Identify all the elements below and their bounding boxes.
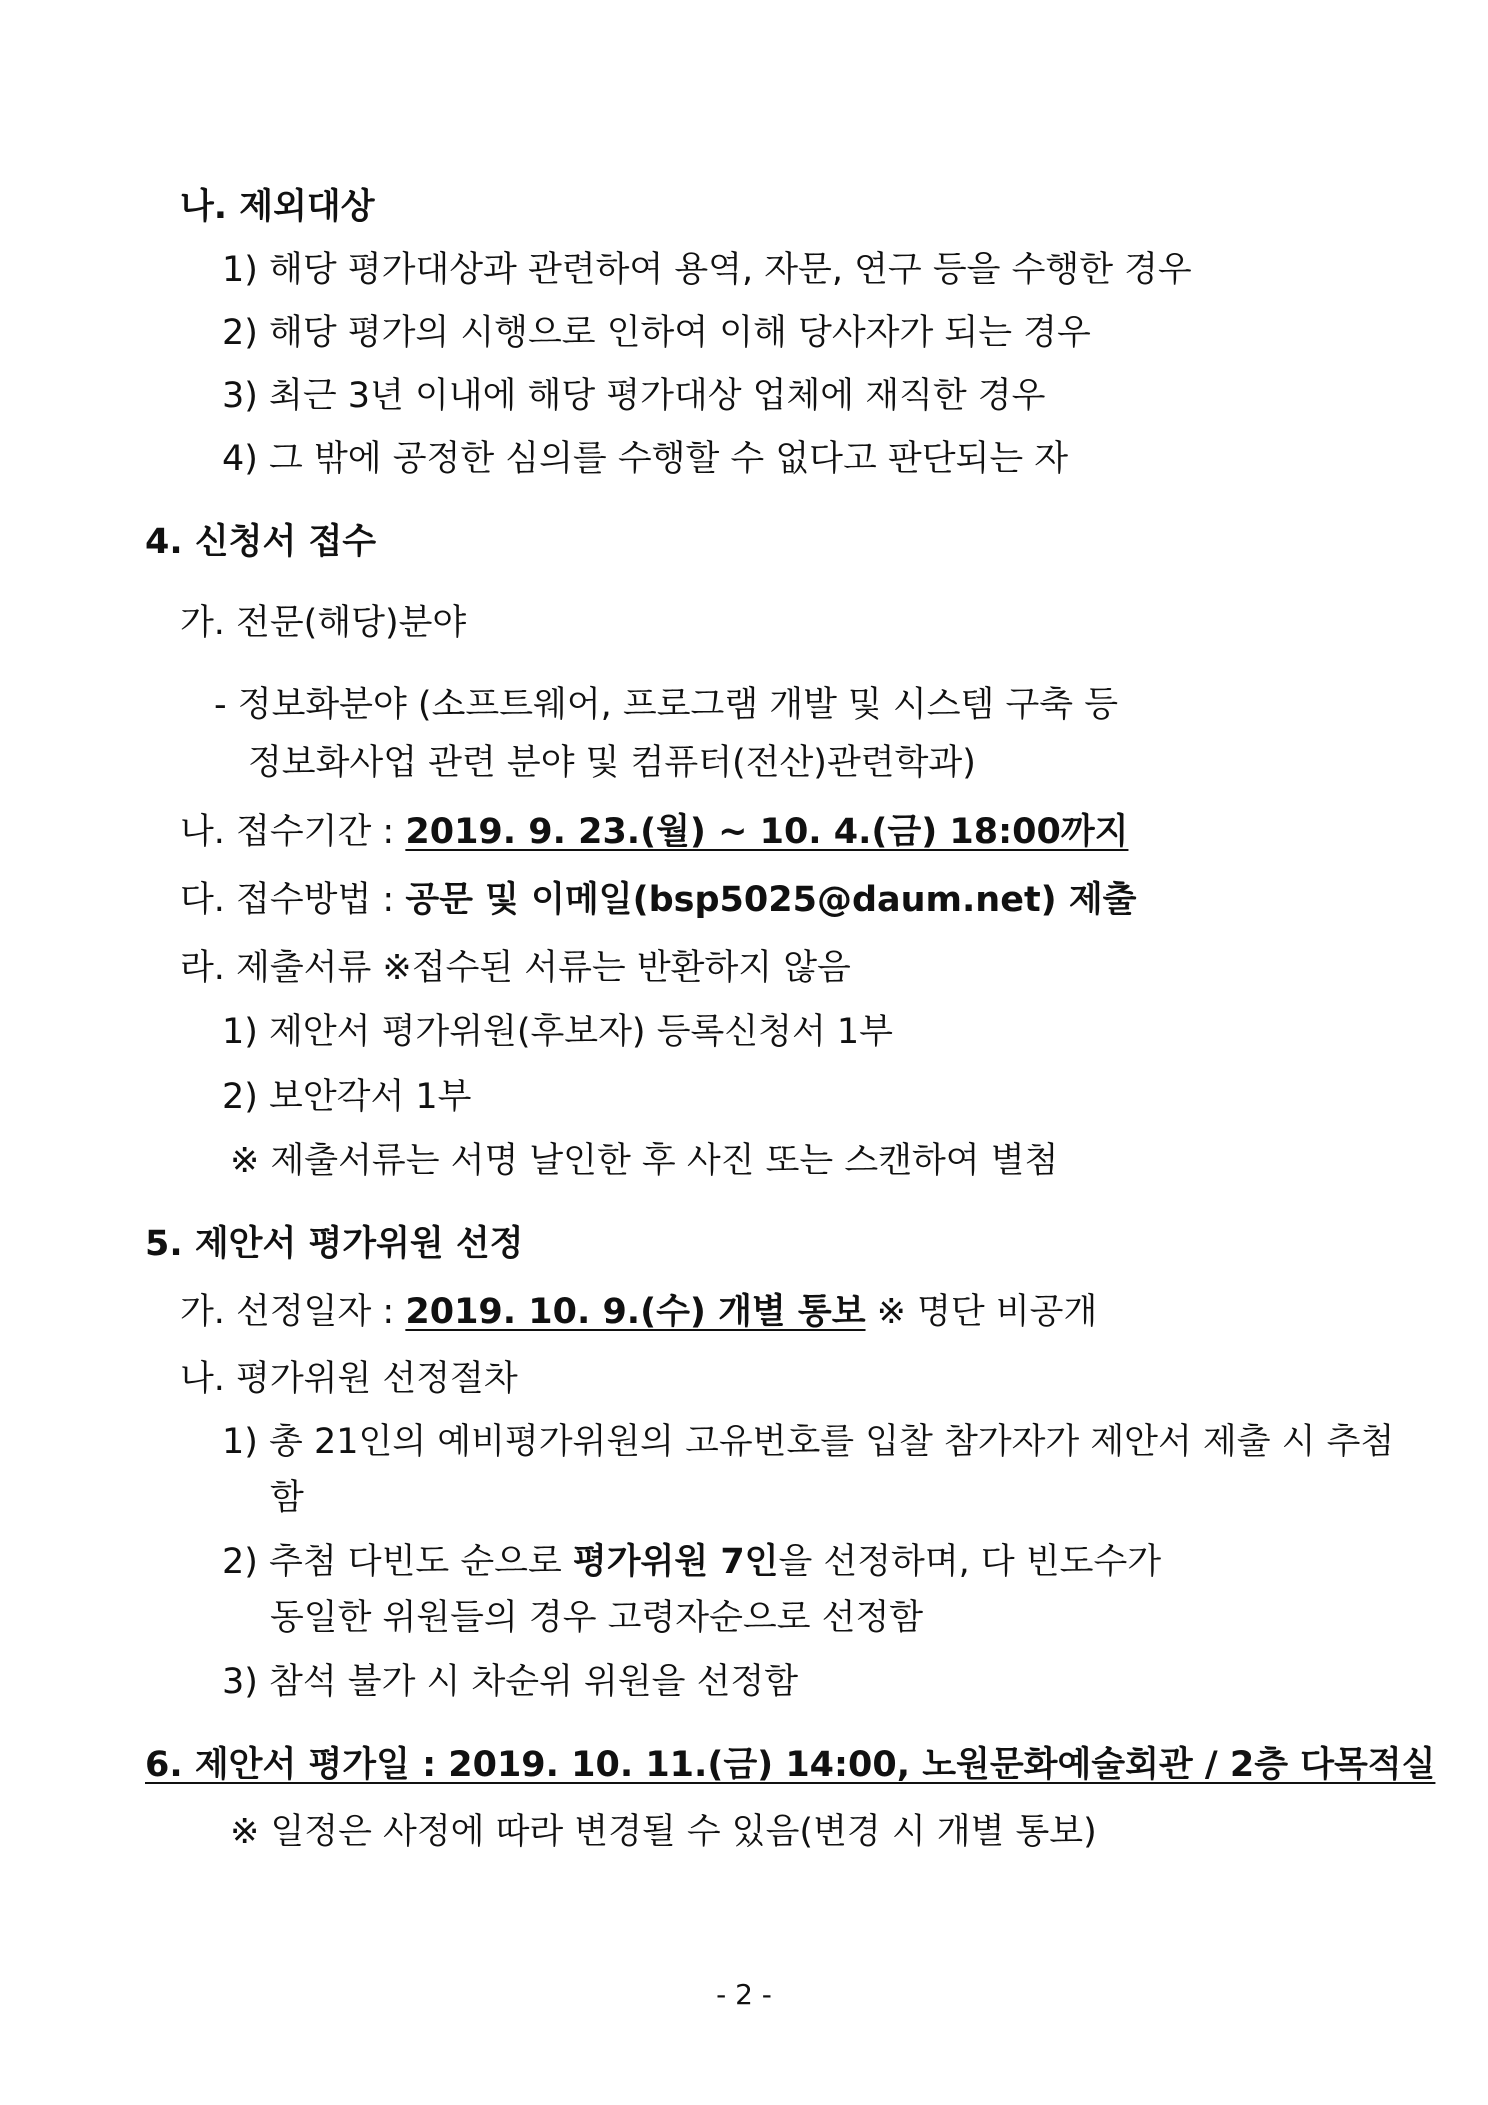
procedure-item-3: 3) 참석 불가 시 차순위 위원을 선정함 [222,1662,799,1702]
selection-date-note: ※ 명단 비공개 [865,1292,1098,1332]
exclusion-heading: 나. 제외대상 [180,187,375,227]
page-number: - 2 - [716,1978,772,2011]
procedure-item-2-cont: 동일한 위원들의 경우 고령자순으로 선정함 [270,1598,924,1638]
section-5-heading: 5. 제안서 평가위원 선정 [145,1224,524,1264]
method-row [180,878,1136,922]
field-line-2: 정보화사업 관련 분야 및 컴퓨터(전산)관련학과) [248,743,976,783]
procedure-item-2-post: 을 선정하며, 다 빈도수가 [778,1542,1162,1582]
exclusion-item-1: 1) 해당 평가대상과 관련하여 용역, 자문, 연구 등을 수행한 경우 [222,250,1192,290]
method-label: 다. 접수방법 : [180,880,406,920]
period-label: 나. 접수기간 : [180,812,406,852]
selection-date-value: 2019. 10. 9.(수) 개별 통보 [405,1292,866,1332]
procedure-item-1-cont: 함 [270,1478,304,1518]
schedule-note: ※ 일정은 사정에 따라 변경될 수 있음(변경 시 개별 통보) [230,1812,1097,1852]
exclusion-item-4: 4) 그 밖에 공정한 심의를 수행할 수 없다고 판단되는 자 [222,439,1069,479]
docs-note: ※ 제출서류는 서명 날인한 후 사진 또는 스캔하여 별첨 [230,1141,1059,1181]
exclusion-item-3: 3) 최근 3년 이내에 해당 평가대상 업체에 재직한 경우 [222,376,1046,416]
procedure-item-1: 1) 총 21인의 예비평가위원의 고유번호를 입찰 참가자가 제안서 제출 시 추첨 [222,1422,1395,1462]
field-line-1: - 정보화분야 (소프트웨어, 프로그램 개발 및 시스템 구축 등 [214,685,1119,725]
period-value: 2019. 9. 23.(월) ~ 10. 4.(금) 18:00까지 [405,812,1129,852]
section-4-heading: 4. 신청서 접수 [145,522,377,562]
selection-date-row [180,1290,1097,1334]
exclusion-item-2: 2) 해당 평가의 시행으로 인하여 이해 당사자가 되는 경우 [222,313,1091,353]
selection-date-label: 가. 선정일자 : [180,1292,406,1332]
procedure-heading: 나. 평가위원 선정절차 [180,1359,518,1399]
docs-item-2: 2) 보안각서 1부 [222,1077,472,1117]
period-row [180,810,1128,854]
procedure-item-2-pre: 2) 추첨 다빈도 순으로 [222,1542,573,1582]
field-heading: 가. 전문(해당)분야 [180,603,467,643]
procedure-item-2-bold: 평가위원 7인 [572,1542,779,1582]
docs-heading: 라. 제출서류 ※접수된 서류는 반환하지 않음 [180,948,851,988]
docs-item-1: 1) 제안서 평가위원(후보자) 등록신청서 1부 [222,1012,893,1052]
method-value: 공문 및 이메일(bsp5025@daum.net) 제출 [405,880,1137,920]
procedure-item-2 [222,1540,1161,1584]
section-6-heading: 6. 제안서 평가일 : 2019. 10. 11.(금) 14:00, 노원문화예술회관 / 2층 다목적실 [145,1745,1436,1785]
